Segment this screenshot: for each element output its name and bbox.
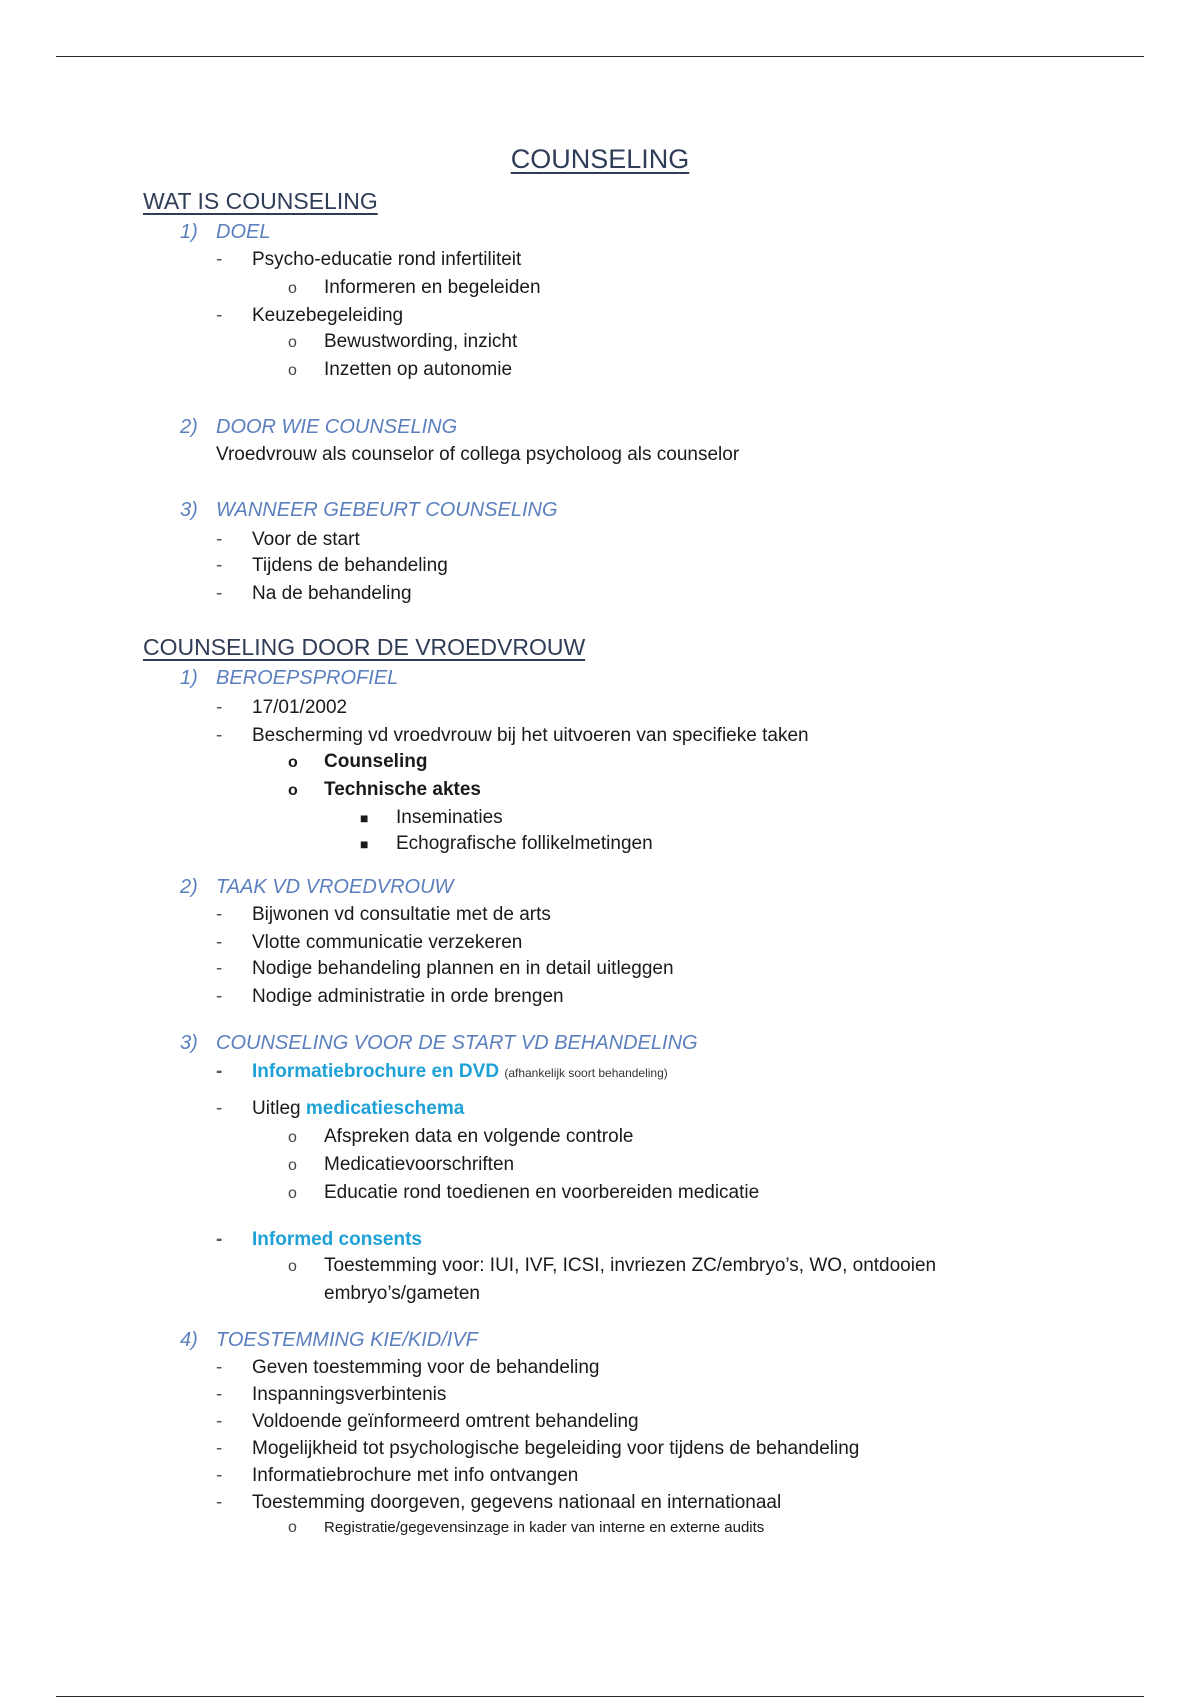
list-item: - Keuzebegeleiding <box>216 305 404 326</box>
list-item: o Educatie rond toedienen en voorbereiden medicatie <box>288 1182 760 1203</box>
subheading-door-wie: 2) DOOR WIE COUNSELING <box>180 416 458 438</box>
list-item-continuation: embryo’s/gameten <box>324 1283 480 1304</box>
list-item-consents: - Informed consents <box>216 1229 422 1250</box>
list-item: o Afspreken data en volgende controle <box>288 1126 634 1147</box>
list-item: - Toestemming doorgeven, gegevens nationaal en internationaal <box>216 1492 782 1513</box>
list-item: - Voldoende geïnformeerd omtrent behandeling <box>216 1411 639 1432</box>
list-item: - Nodige administratie in orde brengen <box>216 986 564 1007</box>
list-item: o Medicatievoorschriften <box>288 1154 515 1175</box>
list-item: o Inzetten op autonomie <box>288 359 513 380</box>
header-rule <box>56 56 1144 57</box>
list-item: - Voor de start <box>216 529 360 550</box>
paragraph-text: Vroedvrouw als counselor of collega psycholoog als counselor <box>216 444 740 465</box>
list-item: ■ Inseminaties <box>360 807 503 828</box>
list-item: - Bescherming vd vroedvrouw bij het uitvoeren van specifieke taken <box>216 725 809 746</box>
subheading-beroepsprofiel: 1) BEROEPSPROFIEL <box>180 667 399 689</box>
list-item: - 17/01/2002 <box>216 697 348 718</box>
list-item: - Geven toestemming voor de behandeling <box>216 1357 600 1378</box>
list-item: - Inspanningsverbintenis <box>216 1384 447 1405</box>
list-item: - Vlotte communicatie verzekeren <box>216 932 523 953</box>
list-item: o Informeren en begeleiden <box>288 277 541 298</box>
list-item: - Informatiebrochure met info ontvangen <box>216 1465 579 1486</box>
subheading-start: 3) COUNSELING VOOR DE START VD BEHANDELING <box>180 1032 698 1054</box>
subheading-wanneer: 3) WANNEER GEBEURT COUNSELING <box>180 499 558 521</box>
list-item: - Psycho-educatie rond infertiliteit <box>216 249 522 270</box>
list-item: o Bewustwording, inzicht <box>288 331 518 352</box>
list-item: o Technische aktes <box>288 779 482 800</box>
subheading-toestemming: 4) TOESTEMMING KIE/KID/IVF <box>180 1329 478 1351</box>
list-item: - Mogelijkheid tot psychologische begeleiding voor tijdens de behandeling <box>216 1438 860 1459</box>
list-item: o Toestemming voor: IUI, IVF, ICSI, invriezen ZC/embryo’s, WO, ontdooien <box>288 1255 937 1276</box>
list-item-brochure: - Informatiebrochure en DVD (afhankelijk soort behandeling) <box>216 1061 668 1082</box>
list-item: - Tijdens de behandeling <box>216 555 448 576</box>
document-title: COUNSELING <box>510 144 690 174</box>
section-heading-wat-is-counseling: WAT IS COUNSELING <box>143 188 378 214</box>
list-item: o Counseling <box>288 751 428 772</box>
list-item: o Registratie/gegevensinzage in kader van interne en externe audits <box>288 1519 765 1536</box>
list-item: - Na de behandeling <box>216 583 412 604</box>
footer-rule <box>56 1696 1144 1697</box>
list-item: - Bijwonen vd consultatie met de arts <box>216 904 551 925</box>
subheading-doel: 1) DOEL <box>180 221 271 243</box>
section-heading-counseling-door-de-vroedvrouw: COUNSELING DOOR DE VROEDVROUW <box>143 634 586 660</box>
subheading-taak: 2) TAAK VD VROEDVROUW <box>180 876 454 898</box>
list-item: - Nodige behandeling plannen en in detail uitleggen <box>216 958 674 979</box>
list-item-uitleg: - Uitleg medicatieschema <box>216 1098 465 1119</box>
list-item: ■ Echografische follikelmetingen <box>360 833 653 854</box>
